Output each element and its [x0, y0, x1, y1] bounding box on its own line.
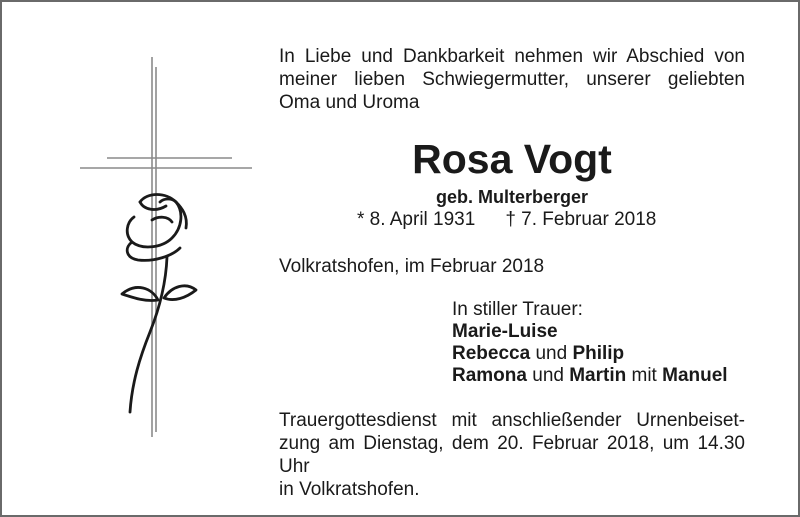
birth-name: geb. Multerberger: [435, 187, 589, 207]
mourners-block: [452, 299, 728, 387]
life-dates: [357, 208, 656, 231]
service-text: [279, 409, 745, 501]
intro-line: In Liebe und Dankbarkeit nehmen wir Abschied von: [279, 46, 745, 67]
place-date: Volkratshofen, im Februar 2018: [279, 256, 545, 277]
service-line: Trauergottesdienst mit anschließender Urnenbeiset-: [279, 410, 745, 431]
intro-line: meiner lieben Schwiegermutter, unserer geliebten: [279, 69, 745, 90]
mourner-name: Manuel: [662, 365, 728, 386]
mourner-name: Philip: [572, 343, 625, 364]
cross-icon: [80, 57, 252, 437]
deceased-name: Rosa Vogt: [412, 136, 612, 182]
mourner-name: Rebecca: [452, 343, 531, 364]
mourner-name: Martin: [569, 365, 627, 386]
mourner-connector: und: [526, 365, 570, 386]
service-line: in Volkratshofen.: [279, 479, 420, 500]
service-line: zung am Dienstag, dem 20. Februar 2018, um 14.30 Uhr: [279, 433, 745, 477]
rose-icon: [122, 195, 196, 413]
mourner-line: [452, 365, 728, 387]
mourner-line: [452, 343, 728, 365]
death-date: † 7. Februar 2018: [505, 209, 657, 230]
intro-text: [279, 45, 745, 114]
birth-date: * 8. April 1931: [357, 209, 476, 230]
mourner-name: Marie-Luise: [452, 321, 558, 342]
mourner-connector: mit: [626, 365, 663, 386]
intro-line: Oma und Uroma: [279, 92, 420, 113]
mourner-name: Ramona: [452, 365, 527, 386]
mourner-line: [452, 321, 728, 343]
mourners-heading: In stiller Trauer:: [452, 299, 583, 320]
mourner-connector: und: [530, 343, 573, 364]
cross-rose-emblem: [72, 52, 262, 442]
